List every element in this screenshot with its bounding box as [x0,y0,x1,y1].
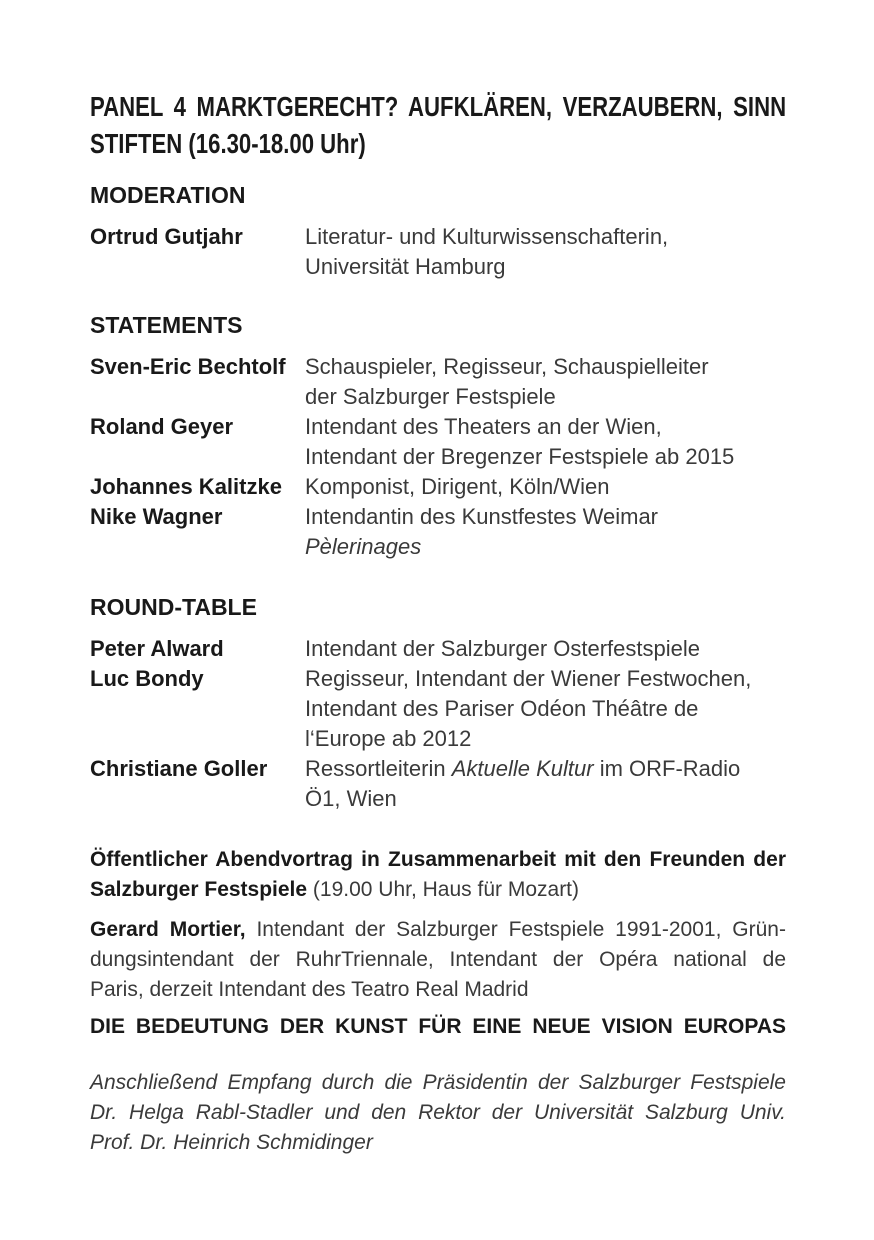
text-segment: Anschließend Empfang durch die Präsidentin der Salzburger Festspiele [90,1071,786,1094]
description-line [305,252,786,282]
text-segment: Universität Hamburg [305,254,506,279]
text-segment: Prof. Dr. Heinrich Schmidinger [90,1131,373,1154]
description-line [305,502,786,532]
paragraph-line [90,945,786,975]
description-line [305,382,786,412]
person-name: Ortrud Gutjahr [90,224,243,249]
paragraph-line [90,1012,786,1042]
text-segment: Intendant der Salzburger Festspiele 1991-2001, Grün- [245,918,786,941]
text-segment: Salzburger Festspiele [90,878,308,901]
description-line [305,352,786,382]
text-segment: Intendantin des Kunstfestes Weimar [305,504,659,529]
panel-title-line-2: STIFTEN (16.30-18.00 Uhr) [90,128,366,159]
person-row [90,664,786,754]
description-line [305,784,786,814]
text-segment: Pèlerinages [305,534,422,559]
description-line [305,412,786,442]
text-segment: Öffentlicher Abendvortrag in Zusammenarbeit mit den Freunden der [90,848,786,871]
section-heading: ROUND-TABLE [90,594,257,620]
paragraph-line [90,1098,786,1128]
description-line [305,634,786,664]
text-segment: Gerard Mortier, [90,918,246,941]
person-row [90,754,786,814]
person-name: Roland Geyer [90,414,234,439]
text-segment: Komponist, Dirigent, Köln/Wien [305,474,610,499]
section-rows [90,222,786,282]
text-segment: im ORF-Radio [593,756,741,781]
description-line [305,472,786,502]
section-rows [90,634,786,814]
person-name: Sven-Eric Bechtolf [90,354,286,379]
paragraph-line [90,915,786,945]
person-row [90,222,786,282]
person-row [90,472,786,502]
person-description [305,502,786,562]
person-description [305,412,786,472]
text-segment: Paris, derzeit Intendant des Teatro Real Madrid [90,978,529,1001]
paragraph-line [90,875,786,905]
text-segment: Intendant der Salzburger Osterfestspiele [305,636,701,661]
person-description [305,634,786,664]
section-rows [90,352,786,562]
empfang-paragraph [90,1068,786,1158]
person-row [90,502,786,562]
person-description [305,352,786,412]
text-segment: Ressortleiterin [305,756,452,781]
person-name: Peter Alward [90,636,224,661]
person-name: Luc Bondy [90,666,204,691]
text-segment: Intendant der Bregenzer Festspiele ab 2015 [305,444,735,469]
text-segment: Ö1, Wien [305,786,397,811]
text-segment: Schauspieler, Regisseur, Schauspielleiter [305,354,709,379]
text-segment: Literatur- und Kulturwissenschafterin, [305,224,669,249]
description-line [305,222,786,252]
text-segment: (19.00 Uhr, Haus für Mozart) [307,878,580,901]
paragraph-line [90,975,786,1005]
person-row [90,634,786,664]
person-description [305,664,786,754]
person-description [305,222,786,282]
abendvortrag-paragraph [90,845,786,905]
description-line [305,442,786,472]
page-content [90,88,786,1158]
section-moderation [90,180,786,282]
section-round-table [90,592,786,814]
text-segment: l‘Europe ab 2012 [305,726,472,751]
paragraph-line [90,1068,786,1098]
person-name: Christiane Goller [90,756,268,781]
description-line [305,532,786,562]
text-segment: Regisseur, Intendant der Wiener Festwochen, [305,666,752,691]
description-line [305,724,786,754]
section-heading: STATEMENTS [90,312,243,338]
panel-title-line-1: PANEL 4 MARKTGERECHT? AUFKLÄREN, VERZAUBERN, SINN [90,91,787,122]
person-row [90,412,786,472]
text-segment: dungsintendant der RuhrTriennale, Intendant der Opéra national de [90,948,786,971]
vortrag-titel-paragraph [90,1012,786,1042]
text-segment: Intendant des Theaters an der Wien, [305,414,662,439]
paragraph-line [90,1128,786,1158]
description-line [305,694,786,724]
text-segment: Aktuelle Kultur [451,756,594,781]
section-statements [90,310,786,562]
gerard-mortier-paragraph [90,915,786,1005]
text-segment: DIE BEDEUTUNG DER KUNST FÜR EINE NEUE VISION EUROPAS [90,1015,786,1038]
sections [90,180,786,814]
paragraph-line [90,845,786,875]
text-segment: der Salzburger Festspiele [305,384,556,409]
person-row [90,352,786,412]
section-heading: MODERATION [90,182,246,208]
person-name: Nike Wagner [90,504,223,529]
description-line [305,754,786,784]
person-description [305,472,786,502]
text-segment: Dr. Helga Rabl-Stadler und den Rektor der Universität Salzburg Univ. [90,1101,786,1124]
person-description [305,754,786,814]
panel-title [90,88,786,162]
paragraphs [90,845,786,1158]
text-segment: Intendant des Pariser Odéon Théâtre de [305,696,699,721]
description-line [305,664,786,694]
person-name: Johannes Kalitzke [90,474,282,499]
